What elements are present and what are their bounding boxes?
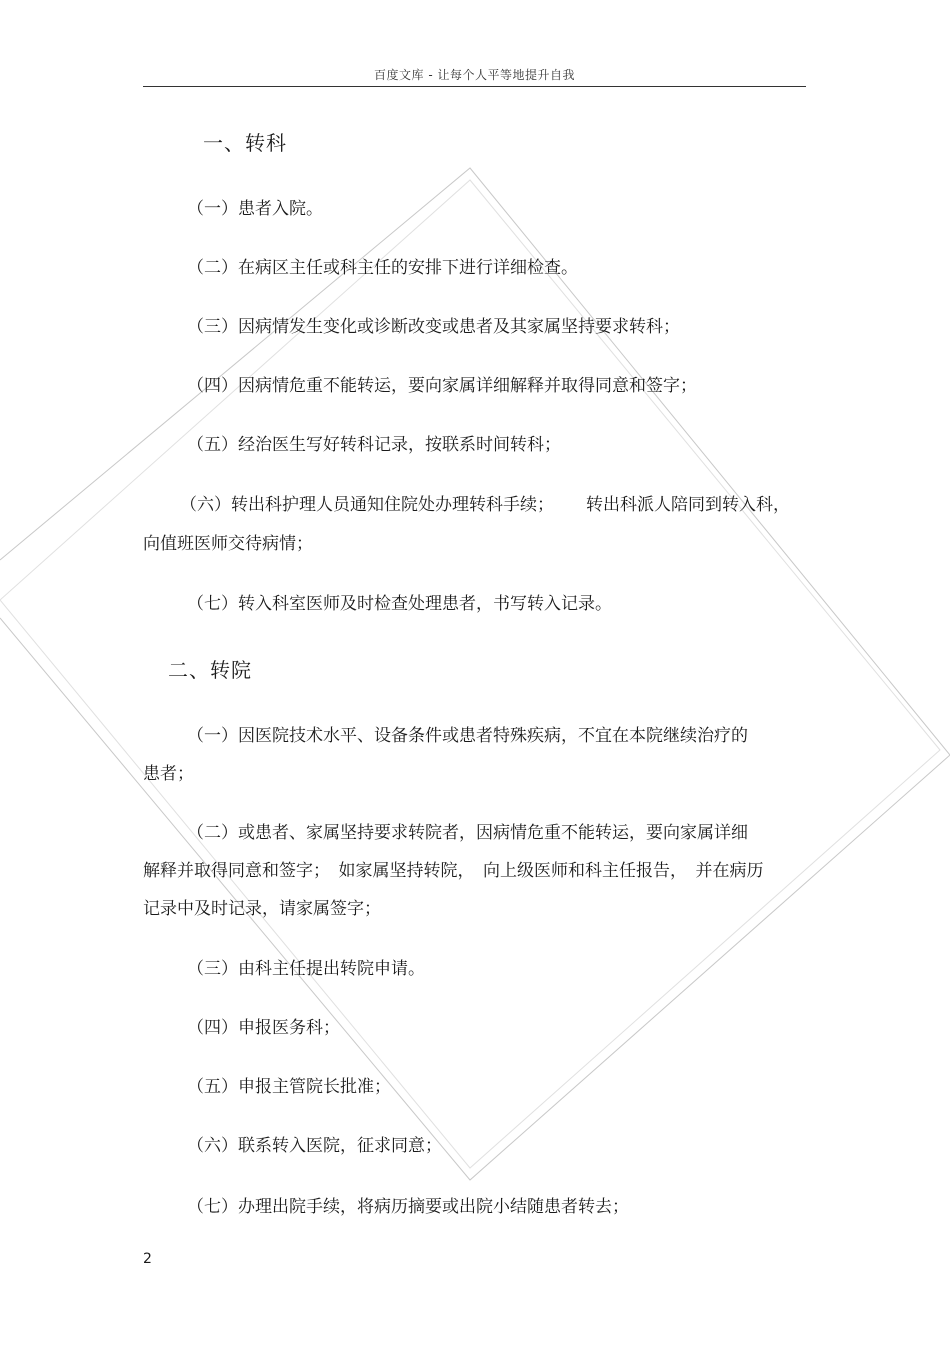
section2-item-5: （五）申报主管院长批准； bbox=[187, 1077, 391, 1097]
section2-item-2-line-2: 解释并取得同意和签字； 如家属坚持转院， 向上级医师和科主任报告， 并在病历 bbox=[143, 861, 764, 881]
section1-item-4: （四）因病情危重不能转运，要向家属详细解释并取得同意和签字； bbox=[187, 376, 697, 396]
section2-item-6: （六）联系转入医院，征求同意； bbox=[187, 1136, 442, 1156]
section1-item-6-line-2: 向值班医师交待病情； bbox=[143, 534, 313, 554]
section2-item-2-line-1: （二）或患者、家属坚持要求转院者，因病情危重不能转运，要向家属详细 bbox=[187, 823, 748, 843]
section1-item-6-part-a: （六）转出科护理人员通知住院处办理转科手续； bbox=[180, 495, 554, 515]
section1-item-1: （一）患者入院。 bbox=[187, 199, 323, 219]
header-rule bbox=[143, 86, 806, 87]
section1-item-3: （三）因病情发生变化或诊断改变或患者及其家属坚持要求转科； bbox=[187, 317, 680, 337]
page-number: 2 bbox=[143, 1251, 152, 1267]
section1-item-6-part-b: 转出科派人陪同到转入科， bbox=[586, 495, 790, 515]
section2-item-4: （四）申报医务科； bbox=[187, 1018, 340, 1038]
section2-item-7: （七）办理出院手续，将病历摘要或出院小结随患者转去； bbox=[187, 1197, 629, 1217]
section2-item-2-line-3: 记录中及时记录，请家属签字； bbox=[143, 899, 381, 919]
section1-item-7: （七）转入科室医师及时检查处理患者，书写转入记录。 bbox=[187, 594, 612, 614]
page-header: 百度文库 - 让每个人平等地提升自我 bbox=[374, 68, 575, 82]
section2-item-1-line-2: 患者； bbox=[143, 764, 194, 784]
section2-item-3: （三）由科主任提出转院申请。 bbox=[187, 959, 425, 979]
section2-item-1-line-1: （一）因医院技术水平、设备条件或患者特殊疾病，不宜在本院继续治疗的 bbox=[187, 726, 748, 746]
section1-item-5: （五）经治医生写好转科记录，按联系时间转科； bbox=[187, 435, 561, 455]
section-title-transfer-department: 一、转科 bbox=[203, 131, 287, 155]
section-title-transfer-hospital: 二、转院 bbox=[168, 658, 252, 682]
section1-item-2: （二）在病区主任或科主任的安排下进行详细检查。 bbox=[187, 258, 578, 278]
